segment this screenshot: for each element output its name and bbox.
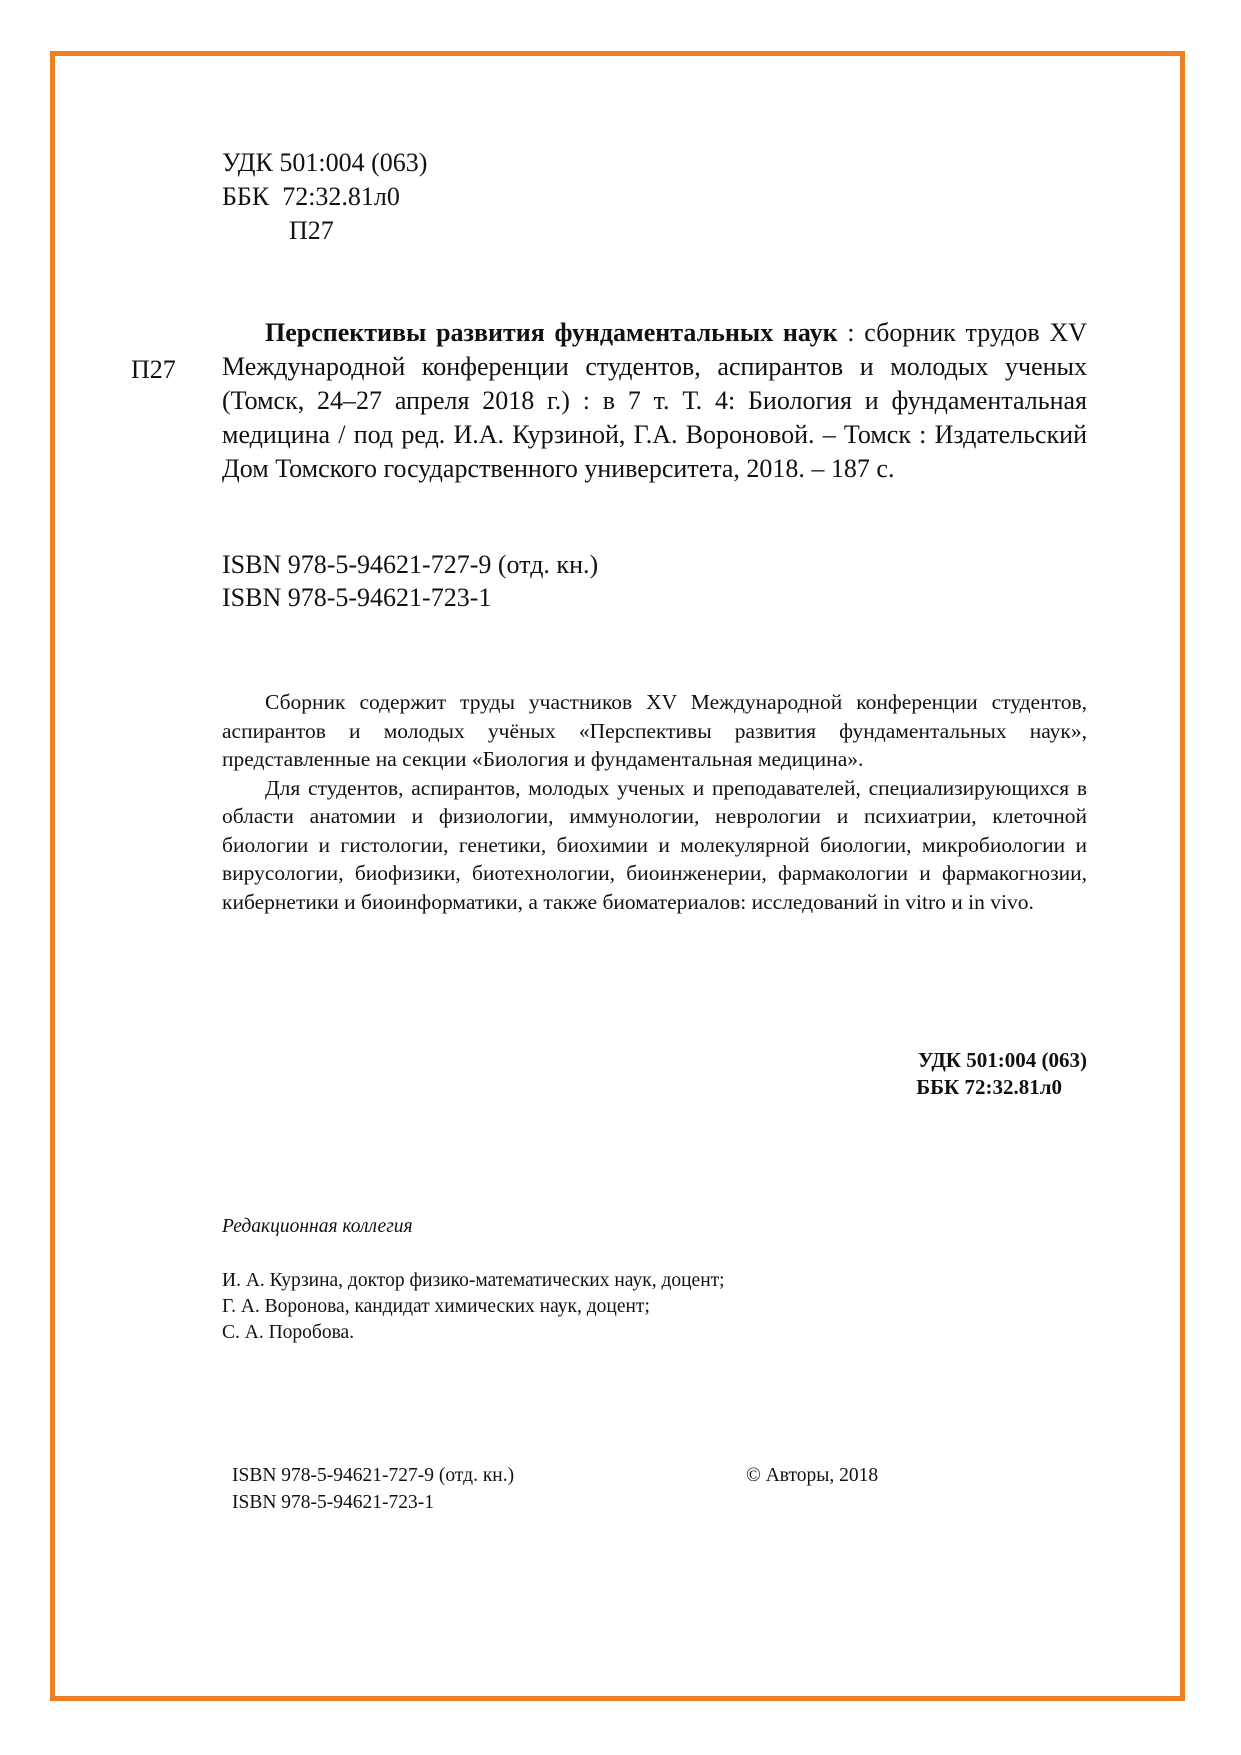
bibliographic-description <box>222 316 1087 486</box>
editorial-board-list <box>222 1268 725 1346</box>
isbn-set: ISBN 978-5-94621-723-1 <box>222 583 492 612</box>
udk-code: УДК 501:004 (063) <box>222 148 428 177</box>
footer-isbn-block <box>232 1462 514 1516</box>
book-description: : сборник трудов XV Международной конференции студентов, аспирантов и молодых ученых (Томск, 24–27 апреля 2018 г.) : в 7 т. Т. 4: Биология и фундаментальная медицина / под ред. И.А. Курзиной, Г.А. Вороновой. – Томск : Издательский Дом Томского государственного университета, 2018. – 187 с. <box>222 318 1087 483</box>
editor-item: С. А. Поробова. <box>222 1322 355 1343</box>
annotation-paragraph: Сборник содержит труды участников XV Международной конференции студентов, аспирантов и молодых учёных «Перспективы развития фундаментальных наук», представленные на секции «Биология и фундаментальная медицина». <box>222 690 1087 771</box>
author-mark: П27 <box>289 216 334 245</box>
bbk-code: ББК 72:32.81л0 <box>222 182 400 211</box>
bbk-code-right: ББК 72:32.81л0 <box>916 1075 1062 1099</box>
udk-code-right: УДК 501:004 (063) <box>918 1048 1087 1072</box>
margin-author-mark: П27 <box>131 355 176 384</box>
isbn-block <box>222 548 598 614</box>
footer-isbn-volume: ISBN 978-5-94621-727-9 (отд. кн.) <box>232 1465 515 1486</box>
editor-item: Г. А. Воронова, кандидат химических наук, доцент; <box>222 1296 650 1317</box>
footer-isbn-set: ISBN 978-5-94621-723-1 <box>232 1492 435 1513</box>
annotation <box>222 688 1087 916</box>
copyright-notice: © Авторы, 2018 <box>746 1465 879 1486</box>
classification-codes <box>222 146 427 248</box>
book-title: Перспективы развития фундаментальных наук <box>265 318 838 347</box>
classification-codes-right <box>880 1047 1087 1101</box>
annotation-paragraph: Для студентов, аспирантов, молодых ученых и преподавателей, специализирующихся в области анатомии и физиологии, иммунологии, неврологии и психиатрии, клеточной биологии и гистологии, генетики, биохимии и молекулярной биологии, микробиологии и вирусологии, биофизики, биотехнологии, биоинженерии, фармакологии и фармакогнозии, кибернетики и биоинформатики, а также биоматериалов: исследований in vitro и in vivo. <box>222 775 1087 914</box>
isbn-volume: ISBN 978-5-94621-727-9 (отд. кн.) <box>222 550 599 579</box>
editorial-board-label: Редакционная коллегия <box>222 1216 413 1237</box>
editor-item: И. А. Курзина, доктор физико-математических наук, доцент; <box>222 1270 725 1291</box>
